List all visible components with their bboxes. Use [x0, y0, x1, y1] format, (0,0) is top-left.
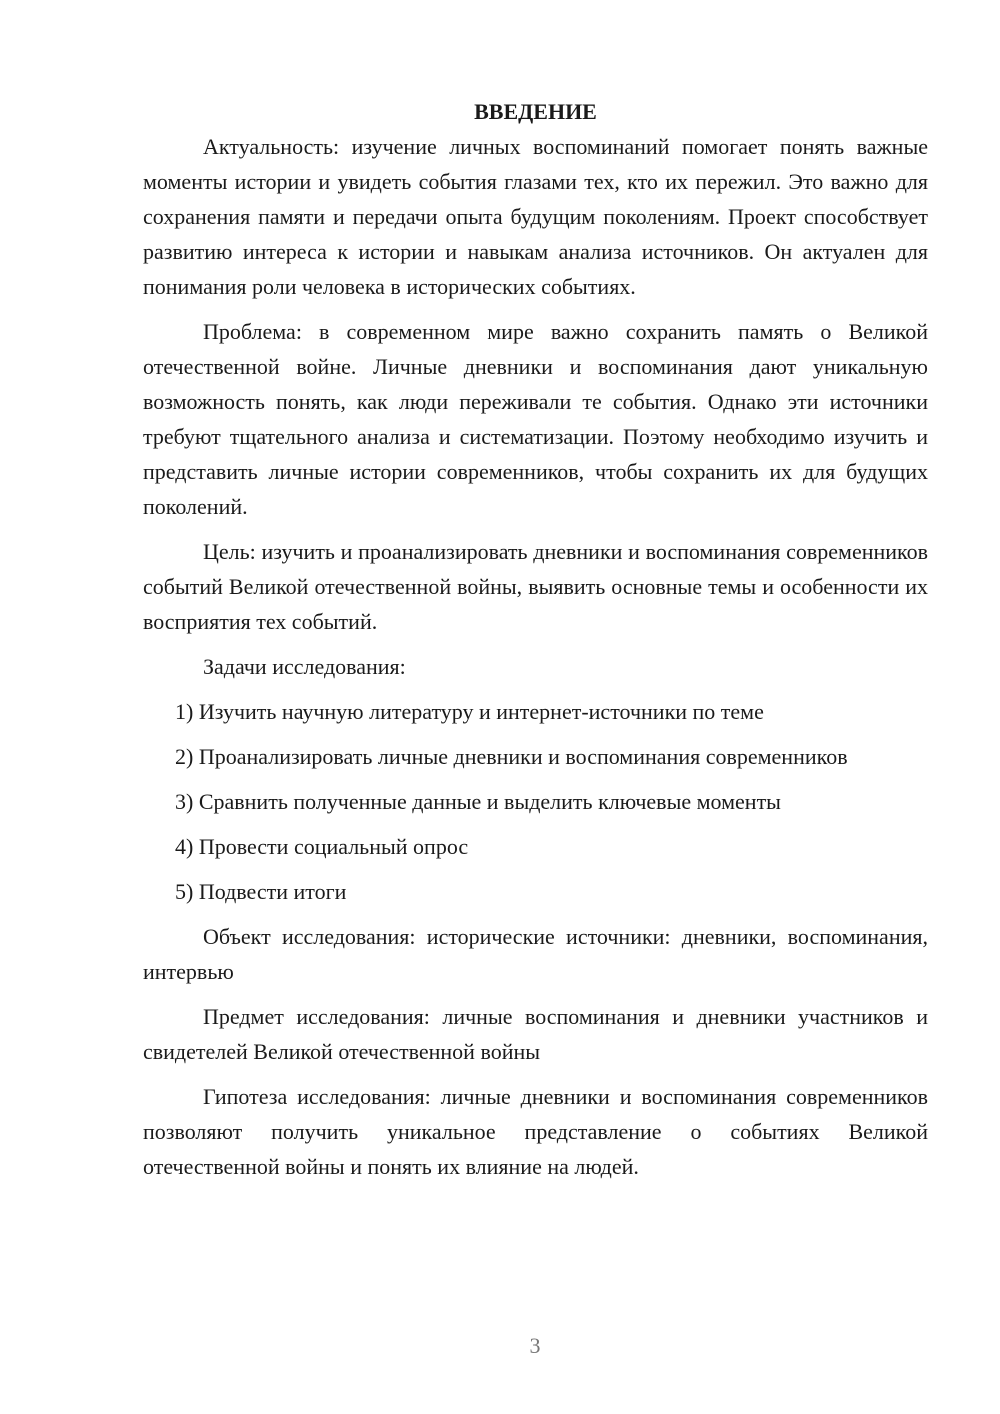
- page-number: 3: [529, 1333, 541, 1358]
- task-item-3: 3) Сравнить полученные данные и выделить ключевые моменты: [175, 789, 781, 814]
- task-item-1: 1) Изучить научную литературу и интернет-источники по теме: [175, 699, 764, 724]
- goal-paragraph: Цель: изучить и проанализировать дневники и воспоминания современников событий Великой отечественной войны, выявить основные темы и особенности их восприятия тех событий.: [143, 539, 928, 634]
- section-title: ВВЕДЕНИЕ: [474, 99, 597, 124]
- task-item-4: 4) Провести социальный опрос: [175, 834, 469, 859]
- document-page: [143, 94, 928, 1184]
- hypothesis-paragraph: Гипотеза исследования: личные дневники и воспоминания современников позволяют получить уникальное представление о событиях Великой отечественной войны и понять их влияние на людей.: [143, 1084, 928, 1179]
- task-item-5: 5) Подвести итоги: [175, 879, 347, 904]
- problem-paragraph: Проблема: в современном мире важно сохранить память о Великой отечественной войне. Личные дневники и воспоминания дают уникальную возможность понять, как люди переживали те события. Однако эти источники требуют тщательного анализа и систематизации. Поэтому необходимо изучить и представить личные истории современников, чтобы сохранить их для будущих поколений.: [143, 319, 928, 519]
- task-item-2: 2) Проанализировать личные дневники и воспоминания современников: [175, 744, 848, 769]
- relevance-paragraph: Актуальность: изучение личных воспоминаний помогает понять важные моменты истории и увидеть события глазами тех, кто их пережил. Это важно для сохранения памяти и передачи опыта будущим поколениям. Проект способствует развитию интереса к истории и навыкам анализа источников. Он актуален для понимания роли человека в исторических событиях.: [143, 134, 928, 299]
- tasks-heading: Задачи исследования:: [203, 654, 406, 679]
- object-paragraph: Объект исследования: исторические источники: дневники, воспоминания, интервью: [143, 924, 928, 984]
- subject-paragraph: Предмет исследования: личные воспоминания и дневники участников и свидетелей Великой отечественной войны: [143, 1004, 928, 1064]
